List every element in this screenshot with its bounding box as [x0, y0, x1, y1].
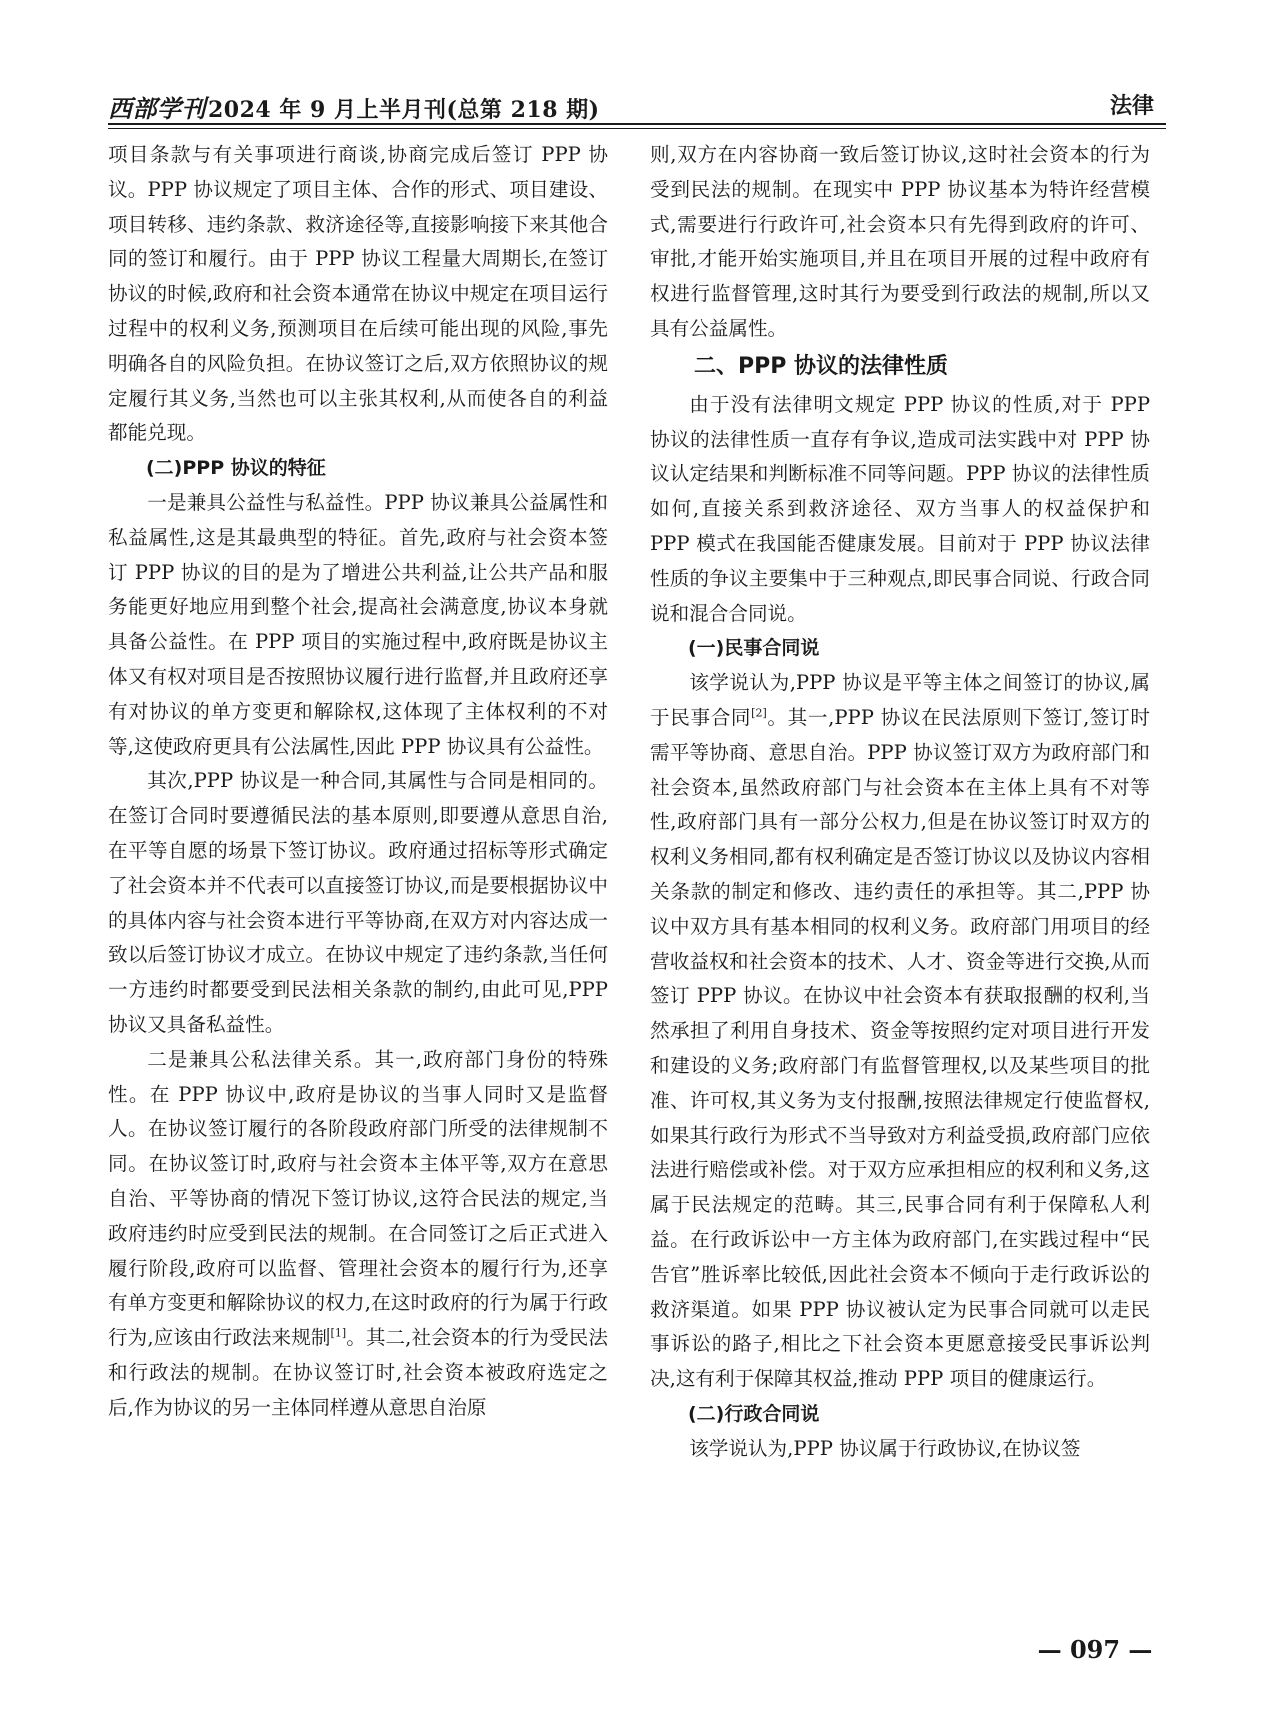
section-heading: (二)行政合同说	[688, 1402, 820, 1425]
page-number: — 097 —	[1037, 1635, 1153, 1664]
citation-ref: [2]	[751, 706, 767, 720]
citation-ref: [1]	[330, 1326, 347, 1340]
paragraph: 一是兼具公益性与私益性。PPP 协议兼具公益属性和私益属性,这是其最典型的特征。首先,政府与社会资本签订 PPP 协议的目的是为了增进公共利益,让公共产品和服务能更好地应用到整个社会,提高社会满意度,协议本身就具备公益性。在 PPP 项目的实施过程中,政府既是协议主体又有权对项目是否按照协议履行进行监督,并且政府还享有对协议的单方变更和解除权,这体现了主体权利的不对等,这使政府更具有公法属性,因此 PPP 协议具有公益性。	[108, 490, 608, 758]
header-rule-thin	[108, 128, 1166, 129]
paragraph: 项目条款与有关事项进行商谈,协商完成后签订 PPP 协议。PPP 协议规定了项目主体、合作的形式、项目建设、项目转移、违约条款、救济途径等,直接影响接下来其他合同的签订和履行。由于 PPP 协议工程量大周期长,在签订协议的时候,政府和社会资本通常在协议中规定在项目运行过程中的权利义务,预测项目在后续可能出现的风险,事先明确各自的风险负担。在协议签订之后,双方依照协议的规定履行其义务,当然也可以主张其权利,从而使各自的利益都能兑现。	[108, 143, 608, 445]
section-heading: (二)PPP 协议的特征	[146, 457, 326, 480]
paragraph: 该学说认为,PPP 协议属于行政协议,在协议签	[689, 1436, 1081, 1460]
paragraph-text: 二是兼具公私法律关系。其一,政府部门身份的特殊性。在 PPP 协议中,政府是协议的当事人同时又是监督人。在协议签订履行的各阶段政府部门所受的法律规制不同。在协议签订时,政府与社会资本主体平等,双方在意思自治、平等协商的情况下签订协议,这符合民法的规定,当政府违约时应受到民法的规制。在合同签订之后正式进入履行阶段,政府可以监督、管理社会资本的履行行为,还享有单方变更和解除协议的权力,在这时政府的行为属于行政行为,应该由行政法来规制	[108, 1047, 608, 1350]
section-heading: (一)民事合同说	[688, 637, 820, 660]
left-column	[108, 138, 608, 1425]
journal-issue: 2024 年 9 月上半月刊(总第 218 期)	[208, 97, 600, 123]
paragraph	[108, 1043, 608, 1426]
chapter-heading: 二、PPP 协议的法律性质	[694, 353, 949, 379]
paragraph: 则,双方在内容协商一致后签订协议,这时社会资本的行为受到民法的规制。在现实中 PPP 协议基本为特许经营模式,需要进行行政许可,社会资本只有先得到政府的许可、审批,才能开始实施项目,并且在项目开展的过程中政府有权进行监督管理,这时其行为要受到行政法的规制,所以又具有公益属性。	[650, 143, 1150, 340]
paragraph: 由于没有法律明文规定 PPP 协议的性质,对于 PPP 协议的法律性质一直存有争议,造成司法实践中对 PPP 协议认定结果和判断标准不同等问题。PPP 协议的法律性质如何,直接关系到救济途径、双方当事人的权益保护和 PPP 模式在我国能否健康发展。目前对于 PPP 协议法律性质的争议主要集中于三种观点,即民事合同说、行政合同说和混合合同说。	[650, 392, 1150, 625]
paragraph	[650, 666, 1150, 1397]
paragraph: 其次,PPP 协议是一种合同,其属性与合同是相同的。在签订合同时要遵循民法的基本原则,即要遵从意思自治,在平等自愿的场景下签订协议。政府通过招标等形式确定了社会资本并不代表可以直接签订协议,而是要根据协议中的具体内容与社会资本进行平等协商,在双方对内容达成一致以后签订协议才成立。在协议中规定了违约条款,当任何一方违约时都要受到民法相关条款的制约,由此可见,PPP 协议又具备私益性。	[108, 769, 608, 1036]
page-header	[108, 83, 1166, 123]
paragraph-text: 。其一,PPP 协议在民法原则下签订,签订时需平等协商、意思自治。PPP 协议签订双方为政府部门和社会资本,虽然政府部门与社会资本在主体上具有不对等性,政府部门具有一部分公权力,但是在协议签订时双方的权利义务相同,都有权利确定是否签订协议以及协议内容相关条款的制定和修改、违约责任的承担等。其二,PPP 协议中双方具有基本相同的权利义务。政府部门用项目的经营收益权和社会资本的技术、人才、资金等进行交换,从而签订 PPP 协议。在协议中社会资本有获取报酬的权利,当然承担了利用自身技术、资金等按照约定对项目进行开发和建设的义务;政府部门有监督管理权,以及某些项目的批准、许可权,其义务为支付报酬,按照法律规定行使监督权,如果其行政行为形式不当导致对方利益受损,政府部门应依法进行赔偿或补偿。对于双方应承担相应的权利和义务,这属于民法规定的范畴。其三,民事合同有利于保障私人利益。在行政诉讼中一方主体为政府部门,在实践过程中“民告官”胜诉率比较低,因此社会资本不倾向于走行政诉讼的救济渠道。如果 PPP 协议被认定为民事合同就可以走民事诉讼的路子,相比之下社会资本更愿意接受民事诉讼判决,这有利于保障其权益,推动 PPP 项目的健康运行。	[650, 705, 1150, 1391]
paragraph-text: 该学说认为,PPP 协议是平等主体之间签订的协议,属于民事合同	[650, 671, 1150, 729]
section-label: 法律	[1109, 94, 1154, 119]
journal-title	[108, 89, 600, 124]
paragraph-text: 。其二,社会资本的行为受民法和行政法的规制。在协议签订时,社会资本被政府选定之后,作为协议的另一主体同样遵从意思自治原	[108, 1326, 608, 1419]
header-rule-thick	[108, 123, 1166, 125]
right-column	[650, 138, 1150, 1466]
journal-logo: 西部学刊	[108, 94, 206, 123]
